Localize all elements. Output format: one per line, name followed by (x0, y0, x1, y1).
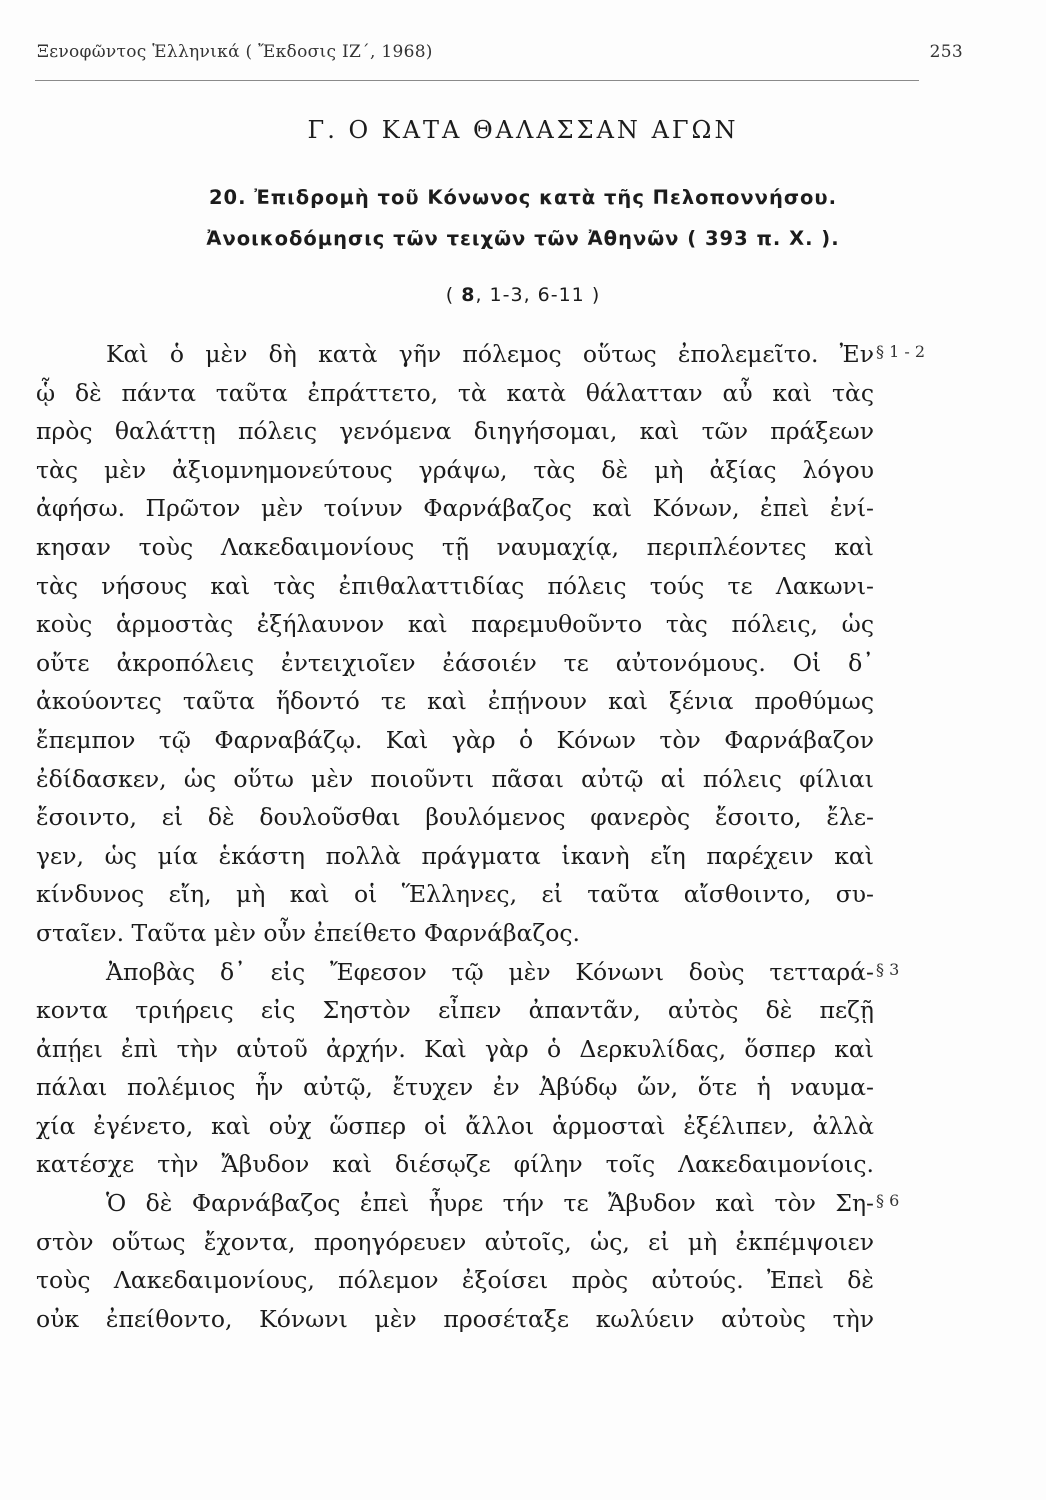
text-line: ἔσοιντο, εἰ δὲ δουλοῦσθαι βουλόμενος φανερὸς ἔσοιτο, ἔλε- (36, 803, 874, 832)
text-line: πάλαι πολέμιος ἦν αὐτῷ, ἔτυχεν ἐν Ἀβύδῳ ὤν, ὅτε ἡ ναυμα- (36, 1073, 874, 1102)
text-line: οὔτε ἀκροπόλεις ἐντειχιοῖεν ἐάσοιέν τε αὐτονόμους. Οἱ δ᾽ (36, 648, 874, 677)
text-line: κησαν τοὺς Λακεδαιμονίους τῇ ναυμαχίᾳ, περιπλέοντες καὶ (36, 532, 874, 561)
text-line: κοὺς ἁρμοστὰς ἐξήλαυνον καὶ παρεμυθοῦντο τὰς πόλεις, ὡς (36, 610, 874, 639)
margin-section-note: § 3 (876, 960, 900, 979)
chapter-heading-line-1: 20. Ἐπιδρομὴ τοῦ Κόνωνος κατὰ τῆς Πελοποννήσου. (208, 186, 838, 209)
text-line: γεν, ὡς μία ἑκάστη πολλὰ πράγματα ἱκανὴ εἴη παρέχειν καὶ (36, 841, 874, 870)
reference-sections: , 1-3, 6-11 (475, 284, 585, 306)
running-header (37, 42, 963, 72)
text-line: τὰς μὲν ἀξιομνημονεύτους γράψω, τὰς δὲ μὴ ἀξίας λόγου (36, 455, 874, 484)
text-line: ἀπῄει ἐπὶ τὴν αὑτοῦ ἀρχήν. Καὶ γὰρ ὁ Δερκυλίδας, ὅσπερ καὶ (36, 1034, 874, 1063)
reference-close: ) (591, 284, 601, 306)
text-line: ἔπεμπον τῷ Φαρναβάζῳ. Καὶ γὰρ ὁ Κόνων τὸν Φαρνάβαζον (36, 725, 874, 754)
text-line: κοντα τριήρεις εἰς Σηστὸν εἶπεν ἀπαντᾶν, αὐτὸς δὲ πεζῇ (36, 996, 874, 1025)
text-line: χία ἐγένετο, καὶ οὐχ ὥσπερ οἱ ἄλλοι ἁρμοσταὶ ἐξέλιπεν, ἀλλὰ (36, 1111, 874, 1140)
chapter-heading-line-2: Ἀνοικοδόμησις τῶν τειχῶν τῶν Ἀθηνῶν ( 393 π. Χ. ). (206, 227, 840, 250)
text-line: ᾧ δὲ πάντα ταῦτα ἐπράττετο, τὰ κατὰ θάλατταν αὖ καὶ τὰς (36, 378, 874, 407)
text-line: ἐδίδασκεν, ὡς οὕτω μὲν ποιοῦντι πᾶσαι αὐτῷ αἱ πόλεις φίλιαι (36, 764, 874, 793)
text-line: στὸν οὕτως ἔχοντα, προηγόρευεν αὐτοῖς, ὡς, εἰ μὴ ἐκπέμψοιεν (36, 1227, 874, 1256)
body-text (36, 335, 874, 1338)
reference-book: 8 (461, 284, 476, 306)
margin-section-note: § 6 (876, 1191, 900, 1210)
text-line: οὐκ ἐπείθοντο, Κόνωνι μὲν προσέταξε κωλύειν αὐτοὺς τὴν (36, 1304, 874, 1333)
page-number: 253 (929, 42, 963, 62)
text-line: Ἀποβὰς δ᾽ εἰς Ἔφεσον τῷ μὲν Κόνωνι δοὺς τετταρά- (106, 957, 874, 986)
text-line: σταῖεν. Ταῦτα μὲν οὖν ἐπείθετο Φαρνάβαζος. (36, 918, 580, 947)
text-line: κίνδυνος εἴη, μὴ καὶ οἱ Ἕλληνες, εἰ ταῦτα αἴσθοιντο, συ- (36, 880, 874, 909)
text-line: Καὶ ὁ μὲν δὴ κατὰ γῆν πόλεμος οὕτως ἐπολεμεῖτο. Ἐν (106, 340, 874, 368)
text-line: Ὁ δὲ Φαρνάβαζος ἐπεὶ ἦυρε τήν τε Ἄβυδον καὶ τὸν Ση- (106, 1189, 874, 1218)
reference-open: ( (445, 284, 455, 306)
section-title: Γ. Ο ΚΑΤΑ ΘΑΛΑΣΣΑΝ ΑΓΩΝ (307, 116, 739, 144)
margin-section-note: § 1 - 2 (876, 342, 926, 361)
text-line: τὰς νήσους καὶ τὰς ἐπιθαλαττιδίας πόλεις τούς τε Λακωνι- (36, 571, 874, 600)
text-line: ἀφήσω. Πρῶτον μὲν τοίνυν Φαρνάβαζος καὶ Κόνων, ἐπεὶ ἐνί- (36, 494, 874, 523)
header-rule (35, 80, 919, 81)
text-line: πρὸς θαλάττῃ πόλεις γενόμενα διηγήσομαι, καὶ τῶν πράξεων (36, 417, 874, 446)
text-line: ἀκούοντες ταῦτα ἥδοντό τε καὶ ἐπῄνουν καὶ ξένια προθύμως (36, 687, 874, 716)
running-header-title: Ξενοφῶντος Ἑλληνικά ( Ἔκδοσις ΙΖ΄, 1968) (37, 42, 433, 62)
source-reference (0, 284, 1046, 306)
text-line: κατέσχε τὴν Ἄβυδον καὶ διέσῳζε φίλην τοῖς Λακεδαιμονίοις. (36, 1150, 874, 1179)
text-line: τοὺς Λακεδαιμονίους, πόλεμον ἐξοίσει πρὸς αὐτούς. Ἐπεὶ δὲ (36, 1266, 874, 1295)
